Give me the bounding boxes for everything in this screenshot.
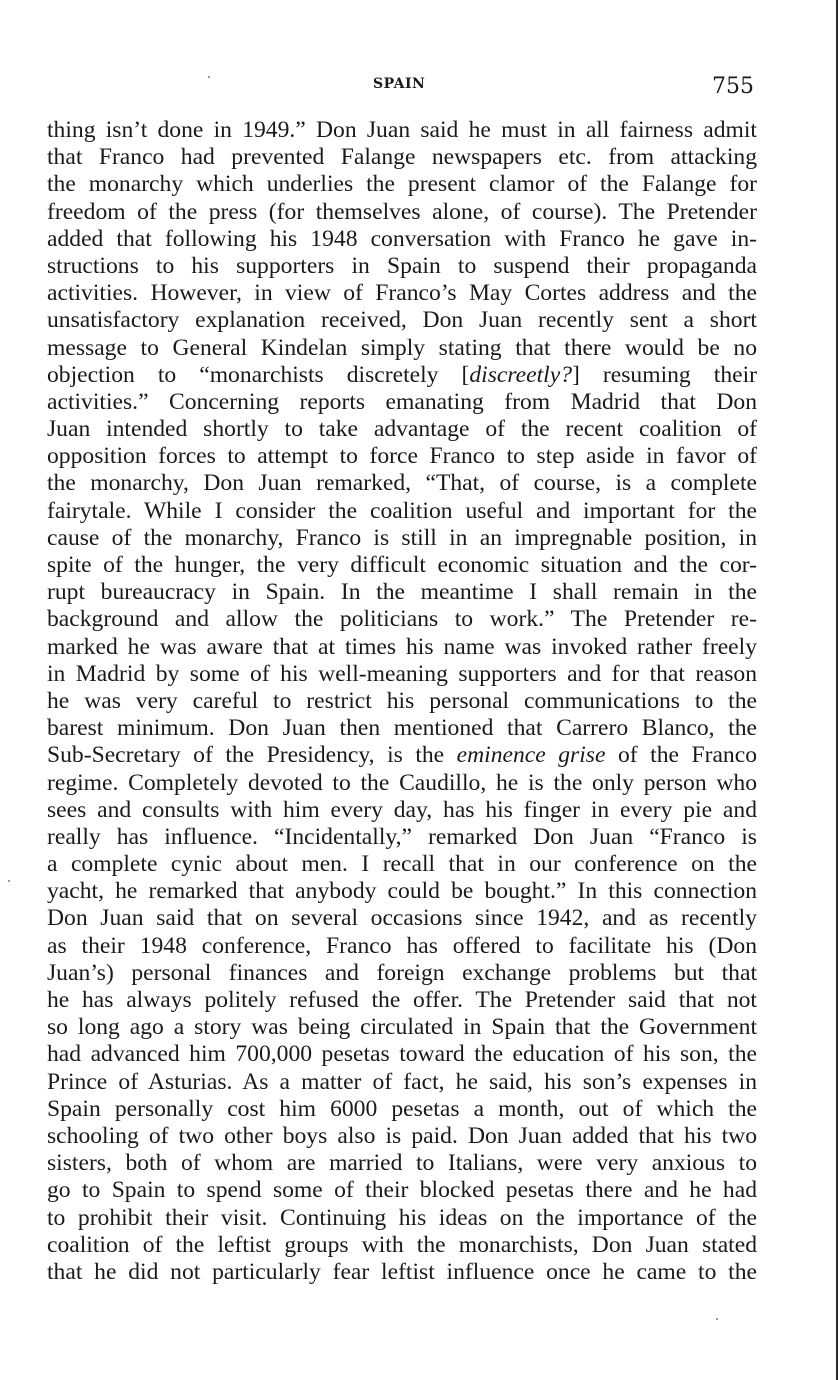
text-line: had advanced him 700,000 pesetas toward the education of his son, the [47,1041,757,1068]
text-line: message to General Kindelan simply stating that there would be no [47,334,757,361]
text-line: yacht, he remarked that anybody could be bought.” In this connection [47,878,757,905]
text-run: of the Franco [605,742,757,769]
text-line: regime. Completely devoted to the Caudillo, he is the only person who [47,769,757,796]
text-line: Juan’s) personal finances and foreign exchange problems but that [47,959,757,986]
page-number: 755 [712,74,754,99]
text-line: background and allow the politicians to work.” The Pretender re- [47,606,757,633]
text-line: as their 1948 conference, Franco has offered to facilitate his (Don [47,932,757,959]
text-line: so long ago a story was being circulated in Spain that the Government [47,1014,757,1041]
text-line: coalition of the leftist groups with the monarchists, Don Juan stated [47,1231,757,1258]
text-line: activities.” Concerning reports emanating from Madrid that Don [47,388,757,415]
text-line: the monarchy which underlies the present clamor of the Falange for [47,171,757,198]
text-line: spite of the hunger, the very difficult economic situation and the cor- [47,552,757,578]
text-line: Juan intended shortly to take advantage of the recent coalition of [47,416,757,443]
text-line: Don Juan said that on several occasions since 1942, and as recently [47,905,757,932]
text-line: really has influence. “Incidentally,” remarked Don Juan “Franco is [47,823,757,850]
text-line: thing isn’t done in 1949.” Don Juan said he must in all fairness admit [47,117,757,143]
text-line: added that following his 1948 conversation with Franco he gave in- [47,225,757,252]
text-line: barest minimum. Don Juan then mentioned that Carrero Blanco, the [47,715,757,742]
text-line: sees and consults with him every day, has his finger in every pie and [47,796,757,823]
text-line: structions to his supporters in Spain to suspend their propaganda [47,252,757,279]
text-line: sisters, both of whom are married to Italians, were very anxious to [47,1150,757,1177]
text-run: ] resuming their [572,361,757,388]
text-line: that he did not particularly fear leftist influence once he came to the [47,1258,757,1285]
text-line [47,742,757,769]
text-line: cause of the monarchy, Franco is still in an impregnable position, in [47,524,757,551]
text-line: the monarchy, Don Juan remarked, “That, of course, is a complete [47,470,757,497]
text-line: schooling of two other boys also is paid. Don Juan added that his two [47,1122,757,1149]
text-line: he has always politely refused the offer. The Pretender said that not [47,987,757,1013]
text-line: to prohibit their visit. Continuing his ideas on the importance of the [47,1204,757,1231]
text-run: Sub-Secretary of the Presidency, is the [47,742,457,769]
text-line: opposition forces to attempt to force Franco to step aside in favor of [47,443,757,470]
text-line: Spain personally cost him 6000 pesetas a month, out of which the [47,1095,757,1122]
text-line: that Franco had prevented Falange newspapers etc. from attacking [47,144,757,171]
running-title: SPAIN [373,76,426,92]
text-line: he was very careful to restrict his personal communications to the [47,687,757,714]
scan-speck [208,76,210,78]
italic-phrase: eminence grise [456,742,606,769]
italic-phrase: discreetly? [469,361,573,388]
scan-speck [8,880,10,882]
scan-speck [716,1318,718,1320]
text-line: freedom of the press (for themselves alone, of course). The Pretender [47,198,757,225]
text-line: go to Spain to spend some of their blocked pesetas there and he had [47,1177,757,1204]
text-line: activities. However, in view of Franco’s May Cortes address and the [47,280,757,307]
text-line: unsatisfactory explanation received, Don Juan recently sent a short [47,307,757,334]
body-text [47,117,757,1286]
text-line: in Madrid by some of his well-meaning supporters and for that reason [47,660,757,687]
text-line: a complete cynic about men. I recall that in our conference on the [47,851,757,878]
text-line: fairytale. While I consider the coalition useful and important for the [47,497,757,524]
text-line: Prince of Asturias. As a matter of fact, he said, his son’s expenses in [47,1068,757,1095]
running-header [0,74,838,104]
text-line: rupt bureaucracy in Spain. In the meantime I shall remain in the [47,579,757,606]
text-line [47,362,757,389]
text-run: objection to “monarchists discretely [ [47,361,470,388]
text-line: marked he was aware that at times his name was invoked rather freely [47,633,757,660]
